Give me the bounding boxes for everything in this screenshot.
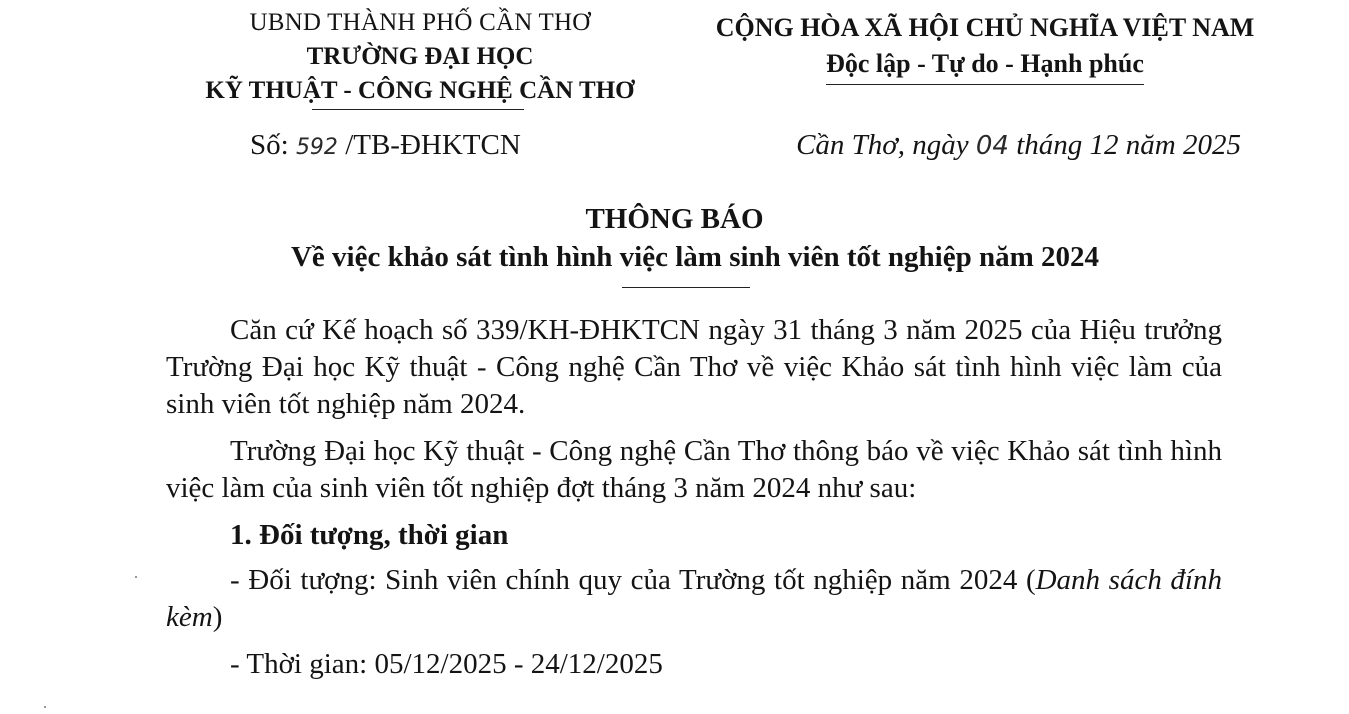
date-month: 12	[1089, 129, 1119, 161]
national-title: CỘNG HÒA XÃ HỘI CHỦ NGHĨA VIỆT NAM	[715, 13, 1255, 42]
document-subtitle: Về việc khảo sát tình hình việc làm sinh viên tốt nghiệp năm 2024	[290, 241, 1100, 273]
target-close: )	[212, 601, 223, 633]
date-place: Cần Thơ, ngày	[796, 129, 969, 161]
paragraph-basis: Căn cứ Kế hoạch số 339/KH-ĐHKTCN ngày 31 tháng 3 năm 2025 của Hiệu trưởng Trường Đại học Kỹ thuật - Công nghệ Cần Thơ về việc Khảo sát tình hình việc làm của sinh viên tốt nghiệp năm 2024.	[166, 314, 1222, 420]
target-text: - Đối tượng: Sinh viên chính quy của Trường tốt nghiệp năm 2024 (	[230, 564, 1036, 596]
issuer-header	[160, 6, 680, 108]
bullet-target	[166, 562, 1222, 636]
date-day-handwritten: 04	[975, 131, 1009, 161]
issuer-name-line2: KỸ THUẬT - CÔNG NGHỆ CẦN THƠ	[205, 77, 635, 104]
doc-number-handwritten: 592	[295, 135, 338, 160]
issuer-name-line1: TRƯỜNG ĐẠI HỌC	[306, 43, 534, 70]
bullet-time: - Thời gian: 05/12/2025 - 24/12/2025	[230, 648, 663, 680]
scan-speck	[135, 576, 137, 578]
national-motto: Độc lập - Tự do - Hạnh phúc	[826, 46, 1144, 85]
scan-speck	[44, 706, 46, 708]
doc-number-prefix: Số:	[250, 129, 289, 161]
title-underline	[622, 287, 750, 288]
date-month-label: tháng	[1016, 129, 1083, 161]
document-date	[796, 127, 1241, 164]
document-title: THÔNG BÁO	[585, 203, 764, 235]
doc-number-suffix: /TB-ĐHKTCN	[345, 129, 521, 161]
date-year: năm 2025	[1125, 129, 1241, 161]
document-number	[250, 127, 521, 166]
issuer-underline	[312, 109, 524, 110]
section-heading-1: 1. Đối tượng, thời gian	[230, 519, 509, 551]
target-attachment-note: Danh sách đính kèm	[166, 564, 1222, 633]
paragraph-announcement: Trường Đại học Kỹ thuật - Công nghệ Cần Thơ thông báo về việc Khảo sát tình hình việc làm của sinh viên tốt nghiệp đợt tháng 3 năm 2024 như sau:	[166, 435, 1222, 504]
document-body	[166, 312, 1222, 683]
issuer-parent-agency: UBND THÀNH PHỐ CẦN THƠ	[249, 9, 591, 36]
national-header	[680, 10, 1290, 85]
